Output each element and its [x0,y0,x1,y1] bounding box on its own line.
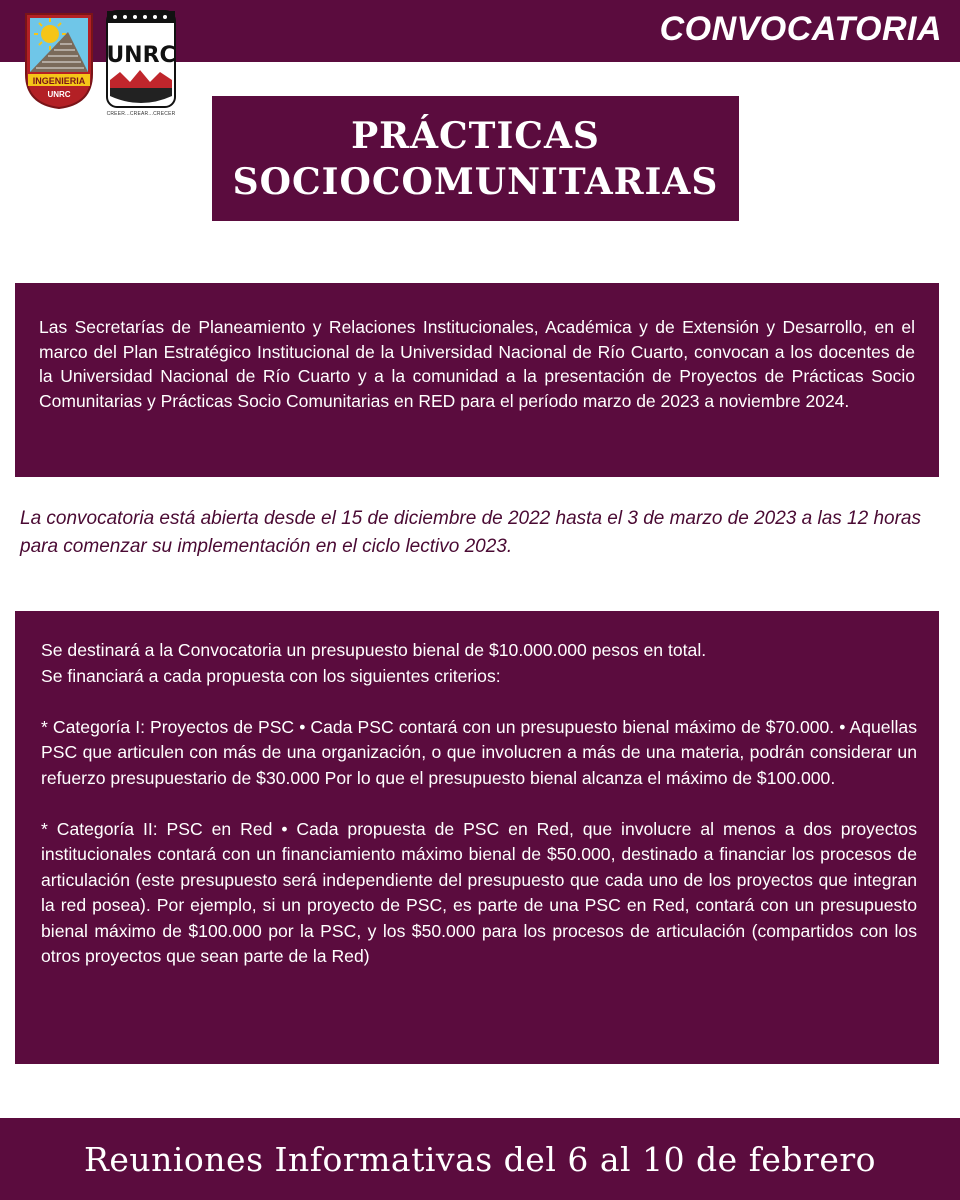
unrc-tagline: CREER...CREAR...CRECER [106,111,176,117]
title-box [212,96,739,221]
unrc-logo [106,10,176,110]
title-line-1: PRÁCTICAS [351,114,600,157]
footer-text: Reuniones Informativas del 6 al 10 de febrero [83,1139,877,1179]
budget-total-text: Se destinará a la Convocatoria un presupuesto bienal de $10.000.000 pesos en total. [41,640,707,660]
budget-box [15,611,939,1064]
ingenieria-logo [24,12,94,110]
category-1-text: * Categoría I: Proyectos de PSC • Cada PSC contará con un presupuesto bienal máximo de $70.000. • Aquellas PSC que articulen con más de una organización, o que involucren a más de una materia, podrán considerar un refuerzo presupuestario de $30.000 Por lo que el presupuesto bienal alcanza el máximo de $100.000. [41,716,917,788]
unrc-logo-text: UNRC [106,43,176,68]
ingenieria-logo-text: INGENIERIA [32,76,86,86]
header-title: CONVOCATORIA [659,10,942,48]
title-line-2: SOCIOCOMUNITARIAS [232,160,719,203]
intro-box [15,283,939,477]
budget-criteria-text: Se financiará a cada propuesta con los siguientes criterios: [41,665,501,686]
intro-text: Las Secretarías de Planeamiento y Relaciones Institucionales, Académica y de Extensión y Desarrollo, en el marco del Plan Estratégico Institucional de la Universidad Nacional de Río Cuarto, convocan a los docentes de la Universidad Nacional de Río Cuarto y a la comunidad a la presentación de Proyectos de Prácticas Socio Comunitarias y Prácticas Socio Comunitarias en RED para el período marzo de 2023 a noviembre 2024. [39,317,915,411]
category-2-text: * Categoría II: PSC en Red • Cada propuesta de PSC en Red, que involucre al menos a dos proyectos institucionales contará con un financiamiento máximo bienal de $50.000, destinado a financiar los procesos de articulación (este presupuesto será independiente del presupuesto que cada uno de los proyectos que integran la red posea). Por ejemplo, si un proyecto de PSC, es parte de una PSC en Red, contará con un presupuesto bienal máximo de $100.000 por la PSC, y los $50.000 para los procesos de articulación (compartidos con los otros proyectos que sean parte de la Red) [41,818,917,966]
open-call-text: La convocatoria está abierta desde el 15 de diciembre de 2022 hasta el 3 de marzo de 2023 a las 12 horas para comenzar su implementación en el ciclo lectivo 2023. [20,508,921,557]
sun-icon [41,25,59,43]
ingenieria-logo-subtext: UNRC [47,90,71,99]
footer-band [0,1118,960,1200]
